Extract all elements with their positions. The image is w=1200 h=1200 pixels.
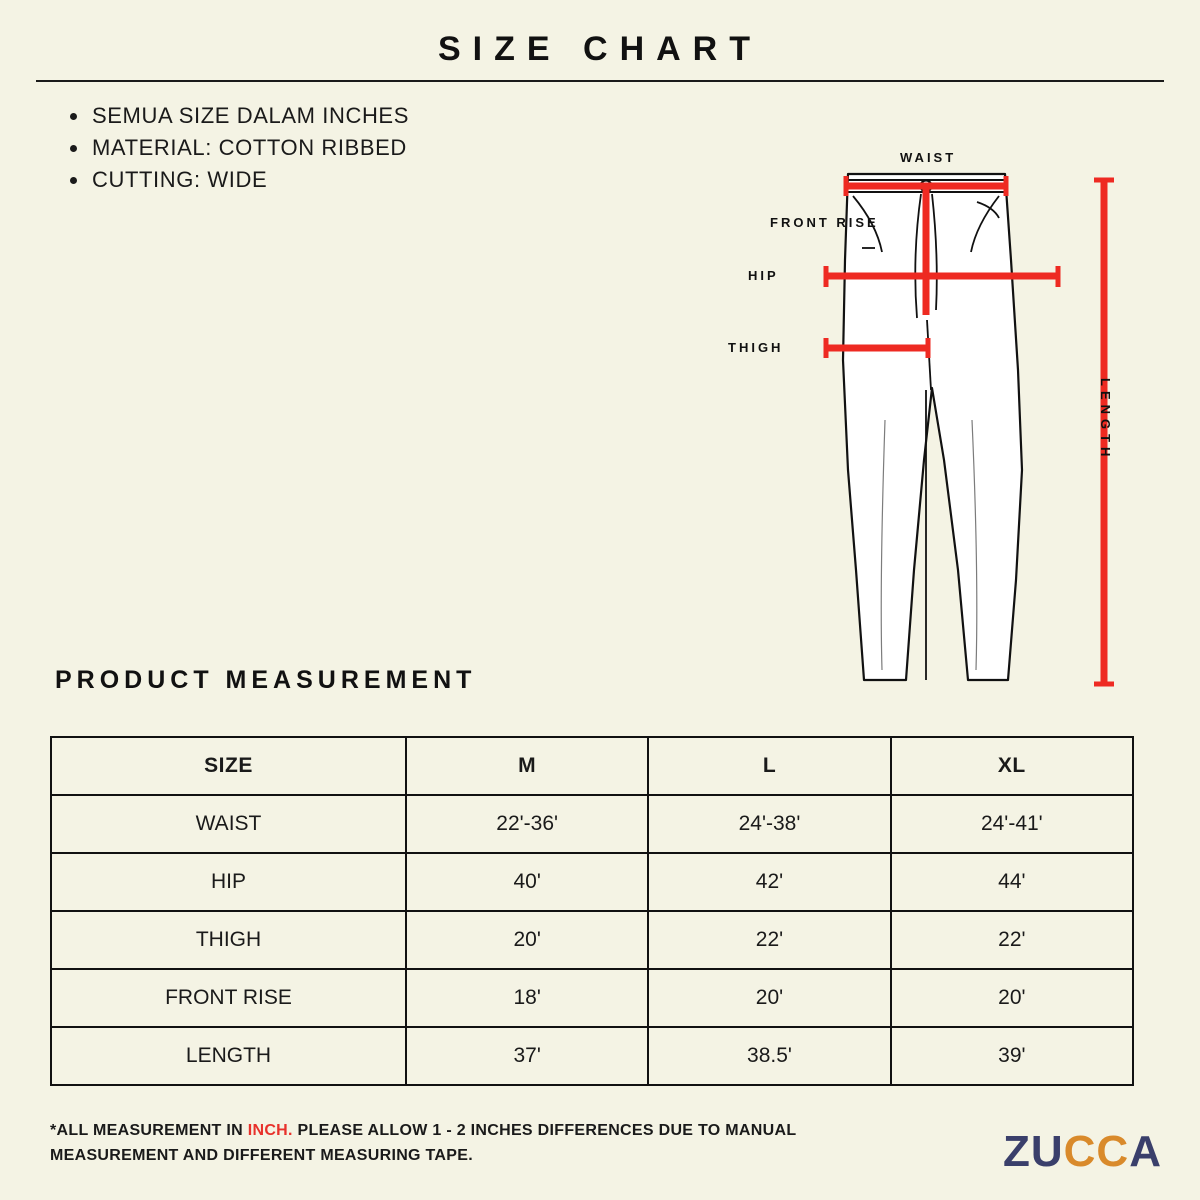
column-header-xl: XL xyxy=(891,737,1133,795)
table-row xyxy=(51,1027,1133,1085)
cell-m: 37' xyxy=(406,1027,648,1085)
logo-part-1: ZU xyxy=(1003,1127,1064,1176)
list-item: CUTTING: WIDE xyxy=(64,164,409,196)
footnote-prefix: *ALL MEASUREMENT IN xyxy=(50,1122,248,1139)
footnote-highlight: INCH. xyxy=(247,1122,293,1139)
pants-measurement-illustration xyxy=(700,140,1170,720)
column-header-size: SIZE xyxy=(51,737,406,795)
footnote xyxy=(50,1118,880,1168)
product-measurement-heading: PRODUCT MEASUREMENT xyxy=(55,666,477,694)
column-header-l: L xyxy=(648,737,890,795)
brand-logo xyxy=(1003,1128,1162,1176)
row-label: THIGH xyxy=(51,911,406,969)
row-label: HIP xyxy=(51,853,406,911)
column-header-m: M xyxy=(406,737,648,795)
table-row xyxy=(51,795,1133,853)
page-title: SIZE CHART xyxy=(438,30,762,68)
row-label: FRONT RISE xyxy=(51,969,406,1027)
cell-m: 20' xyxy=(406,911,648,969)
cell-l: 42' xyxy=(648,853,890,911)
row-label: LENGTH xyxy=(51,1027,406,1085)
label-hip: HIP xyxy=(748,268,779,283)
table-row xyxy=(51,911,1133,969)
product-info-list xyxy=(64,100,409,196)
table-row xyxy=(51,853,1133,911)
cell-l: 22' xyxy=(648,911,890,969)
label-thigh: THIGH xyxy=(728,340,784,355)
row-label: WAIST xyxy=(51,795,406,853)
label-length: LENGTH xyxy=(1098,378,1113,462)
label-waist: WAIST xyxy=(900,150,957,165)
pants-outline xyxy=(843,174,1022,680)
list-item: SEMUA SIZE DALAM INCHES xyxy=(64,100,409,132)
cell-xl: 39' xyxy=(891,1027,1133,1085)
cell-xl: 24'-41' xyxy=(891,795,1133,853)
logo-part-3: A xyxy=(1129,1127,1162,1176)
table-header-row xyxy=(51,737,1133,795)
label-front-rise: FRONT RISE xyxy=(770,215,879,230)
cell-xl: 44' xyxy=(891,853,1133,911)
list-item: MATERIAL: COTTON RIBBED xyxy=(64,132,409,164)
table-row xyxy=(51,969,1133,1027)
cell-m: 40' xyxy=(406,853,648,911)
cell-xl: 20' xyxy=(891,969,1133,1027)
size-measurement-table xyxy=(50,736,1134,1086)
logo-part-2: CC xyxy=(1063,1127,1130,1176)
cell-l: 38.5' xyxy=(648,1027,890,1085)
title-divider xyxy=(36,80,1164,82)
cell-l: 20' xyxy=(648,969,890,1027)
cell-l: 24'-38' xyxy=(648,795,890,853)
cell-m: 18' xyxy=(406,969,648,1027)
footnote-suffix: PLEASE ALLOW 1 - 2 INCHES DIFFERENCES DUE TO MANUAL MEASUREMENT AND DIFFERENT MEASURING TAPE. xyxy=(50,1122,797,1164)
cell-m: 22'-36' xyxy=(406,795,648,853)
cell-xl: 22' xyxy=(891,911,1133,969)
